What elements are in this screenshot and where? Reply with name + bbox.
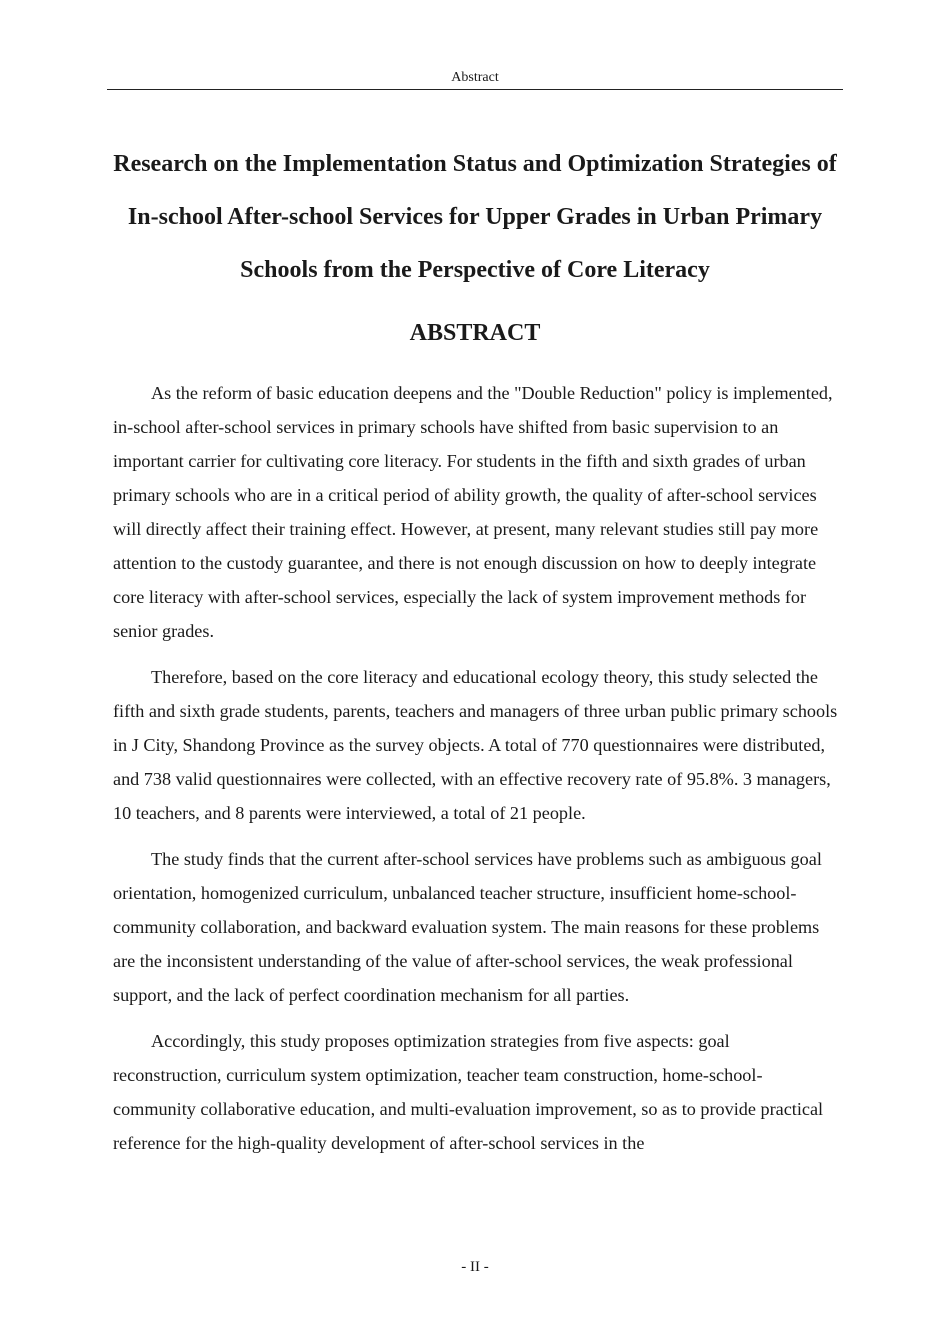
abstract-body	[113, 376, 839, 1172]
running-header: Abstract	[451, 70, 499, 85]
abstract-paragraph-1: As the reform of basic education deepens and the "Double Reduction" policy is implemented, in-school after-school services in primary schools have shifted from basic supervision to an important carrier for cultivating core literacy. For students in the fifth and sixth grades of urban primary schools who are in a critical period of ability growth, the quality of after-school services will directly affect their training effect. However, at present, many relevant studies still pay more attention to the custody guarantee, and there is not enough discussion on how to deeply integrate core literacy with after-school services, especially the lack of system improvement methods for senior grades.	[113, 383, 833, 641]
abstract-heading: ABSTRACT	[409, 320, 541, 346]
header-rule	[107, 89, 843, 90]
abstract-paragraph-2: Therefore, based on the core literacy and educational ecology theory, this study selected the fifth and sixth grade students, parents, teachers and managers of three urban public primary schools in J City, Shandong Province as the survey objects. A total of 770 questionnaires were distributed, and 738 valid questionnaires were collected, with an effective recovery rate of 95.8%. 3 managers, 10 teachers, and 8 parents were interviewed, a total of 21 people.	[113, 667, 838, 823]
paper-title: Research on the Implementation Status and Optimization Strategies of In-school After-school Services for Upper Grades in Urban Primary Schools from the Perspective of Core Literacy	[113, 151, 837, 283]
abstract-paragraph-3: The study finds that the current after-school services have problems such as ambiguous goal orientation, homogenized curriculum, unbalanced teacher structure, insufficient home-school-community collaboration, and backward evaluation system. The main reasons for these problems are the inconsistent understanding of the value of after-school services, the weak professional support, and the lack of perfect coordination mechanism for all parties.	[113, 849, 822, 1005]
abstract-paragraph-4: Accordingly, this study proposes optimization strategies from five aspects: goal reconstruction, curriculum system optimization, teacher team construction, home-school-community collaborative education, and multi-evaluation improvement, so as to provide practical reference for the high-quality development of after-school services in the	[113, 1031, 824, 1153]
page-number: - II -	[461, 1259, 489, 1275]
